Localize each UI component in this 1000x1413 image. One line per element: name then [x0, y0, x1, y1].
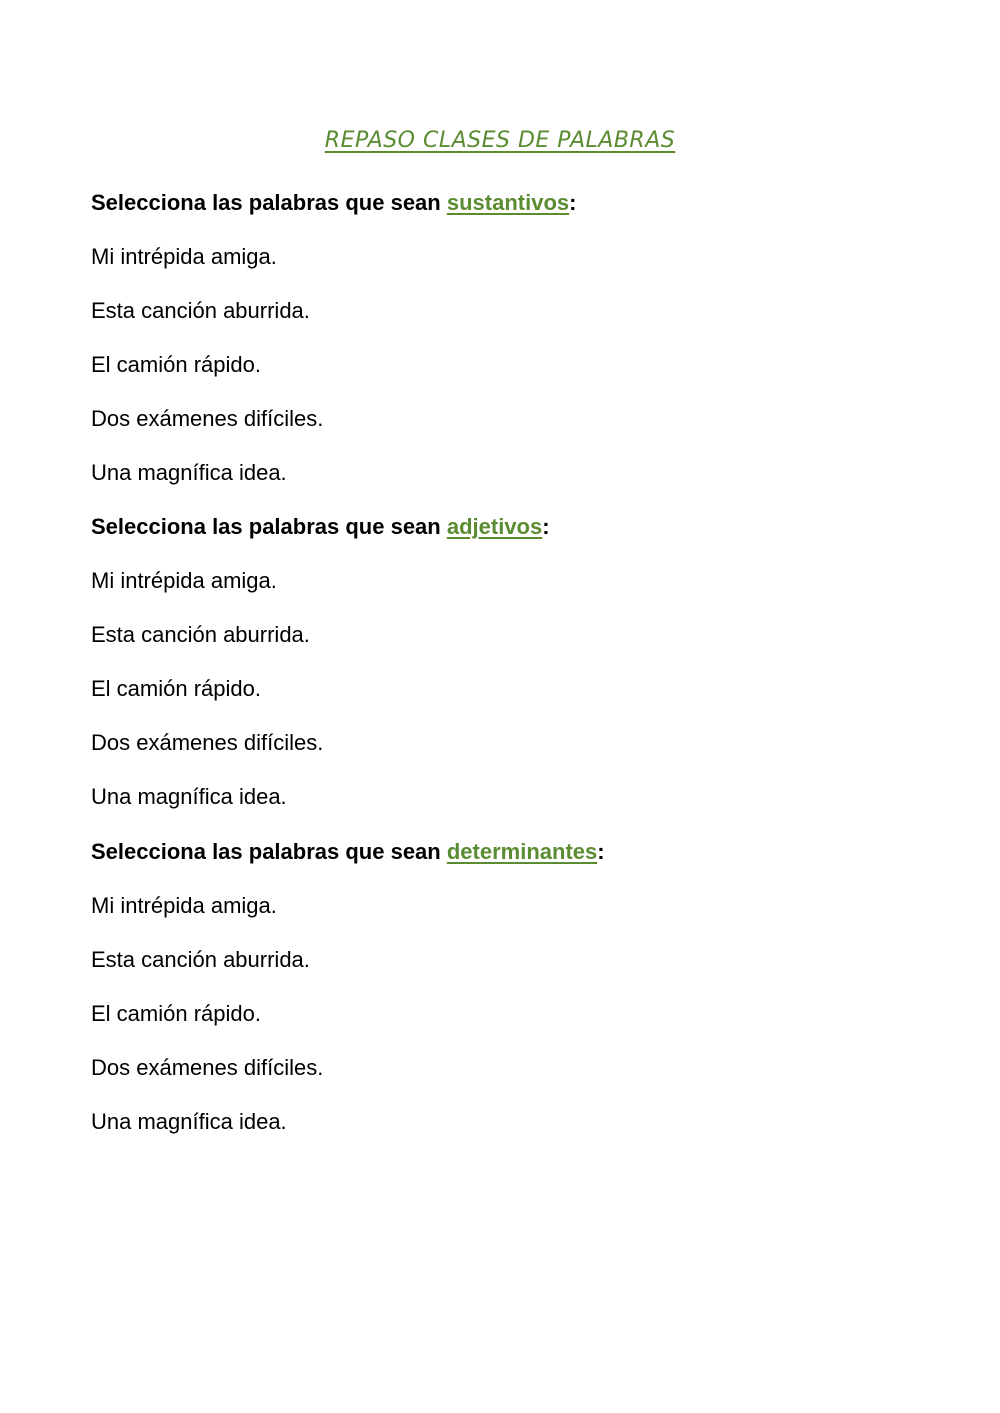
sentence-item[interactable]: Mi intrépida amiga. [91, 893, 277, 918]
heading-keyword: determinantes [446, 839, 598, 864]
sentence-item[interactable]: Esta canción aburrida. [91, 298, 310, 323]
sentence-item[interactable]: Dos exámenes difíciles. [91, 1055, 324, 1080]
sentence-item[interactable]: Mi intrépida amiga. [91, 568, 277, 593]
section-heading-sustantivos [91, 189, 576, 217]
page-title [0, 126, 1000, 156]
section-heading-determinantes [91, 838, 605, 866]
heading-keyword: sustantivos [446, 190, 570, 215]
sentence-item[interactable]: El camión rápido. [91, 1001, 261, 1026]
sentence-item[interactable]: Una magnífica idea. [91, 1109, 287, 1134]
sentence-item[interactable]: Esta canción aburrida. [91, 622, 310, 647]
page-title-text: REPASO CLASES DE PALABRAS [324, 128, 676, 153]
section-heading-adjetivos [91, 513, 550, 541]
heading-suffix: : [597, 839, 605, 864]
sentence-item[interactable]: Dos exámenes difíciles. [91, 406, 324, 431]
heading-prefix: Selecciona las palabras que sean [91, 190, 447, 215]
heading-prefix: Selecciona las palabras que sean [91, 514, 447, 539]
sentence-item[interactable]: Dos exámenes difíciles. [91, 730, 324, 755]
sentence-item[interactable]: El camión rápido. [91, 352, 261, 377]
sentence-item[interactable]: Esta canción aburrida. [91, 947, 310, 972]
heading-keyword: adjetivos [446, 514, 543, 539]
heading-suffix: : [569, 190, 577, 215]
sentence-item[interactable]: Una magnífica idea. [91, 460, 287, 485]
sentence-item[interactable]: El camión rápido. [91, 676, 261, 701]
sentence-item[interactable]: Una magnífica idea. [91, 784, 287, 809]
heading-suffix: : [542, 514, 550, 539]
sentence-item[interactable]: Mi intrépida amiga. [91, 244, 277, 269]
heading-prefix: Selecciona las palabras que sean [91, 839, 447, 864]
